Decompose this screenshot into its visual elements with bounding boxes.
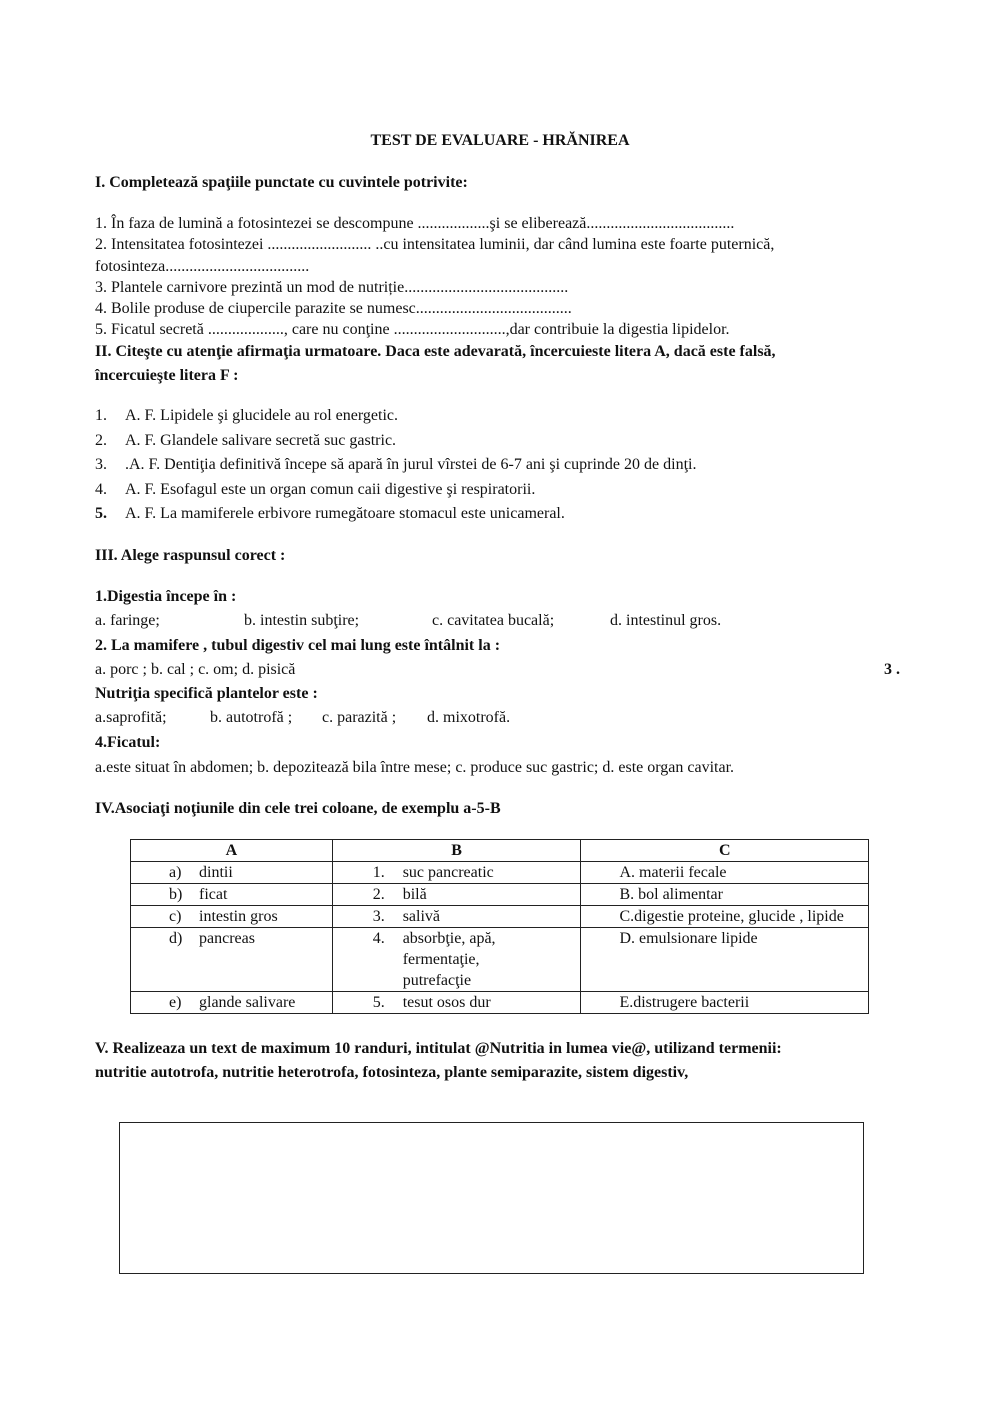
table-row (131, 862, 869, 884)
cell-text: tesut osos dur (402, 994, 491, 1011)
true-false-item (95, 504, 565, 524)
cell-text: intestin gros (199, 908, 278, 925)
table-row (131, 884, 869, 906)
row-label: 5. (372, 994, 385, 1011)
row-label: d) (169, 930, 183, 947)
q3-option-c: c. parazită ; (322, 709, 397, 726)
cell-text: glande salivare (199, 994, 296, 1011)
cell-text: pancreas (199, 930, 255, 947)
cell-text: suc pancreatic (402, 864, 494, 881)
cell-text: ficat (199, 886, 228, 903)
item-text: A. F. La mamiferele erbivore rumegătoare stomacul este unicameral. (125, 505, 565, 522)
cell-c: B. bol alimentar (581, 884, 869, 906)
cell-b (332, 992, 581, 1014)
q1-option-a: a. faringe; (95, 612, 160, 629)
item-number: 2. (95, 432, 107, 449)
table-row (131, 906, 869, 928)
section1-line-3: 3. Plantele carnivore prezintă un mod de nutriție......................................... (95, 279, 569, 296)
section1-line-2b: fotosinteza.................................... (95, 258, 310, 275)
table-header-row (131, 840, 869, 862)
row-label: 4. (372, 930, 385, 947)
question-3: Nutriţia specifică plantelor este : (95, 685, 318, 702)
question-4: 4.Ficatul: (95, 734, 161, 751)
cell-text: dintii (199, 864, 233, 881)
q4-options: a.este situat în abdomen; b. depozitează bila între mese; c. produce suc gastric; d. este organ cavitar. (95, 759, 735, 776)
page-title: TEST DE EVALUARE - HRĂNIREA (370, 132, 630, 149)
cell-a (131, 992, 333, 1014)
q2-options: a. porc ; b. cal ; c. om; d. pisică (95, 661, 296, 678)
cell-text: salivă (402, 908, 441, 925)
cell-a (131, 928, 333, 992)
item-number: 1. (95, 407, 107, 424)
section5-instruction-line1: V. Realizeaza un text de maximum 10 randuri, intitulat @Nutritia in lumea vie@, utilizand termenii: (95, 1040, 782, 1057)
q3-option-a: a.saprofită; (95, 709, 167, 726)
cell-b (332, 906, 581, 928)
q1-option-c: c. cavitatea bucală; (432, 612, 555, 629)
cell-c: D. emulsionare lipide (581, 928, 869, 992)
row-label: b) (169, 886, 183, 903)
row-label: c) (169, 908, 182, 925)
question-2: 2. La mamifere , tubul digestiv cel mai lung este întâlnit la : (95, 637, 501, 654)
row-label: 1. (372, 864, 385, 881)
section2-heading-line1: II. Citeşte cu atenţie afirmaţia urmatoare. Daca este adevarată, încercuieste litera A, dacă este falsă, (95, 343, 776, 360)
cell-b (332, 862, 581, 884)
row-label: e) (169, 994, 182, 1011)
item-text: .A. F. Dentiţia definitivă începe să apară în jurul vîrstei de 6-7 ani şi cuprinde 20 de dinţi. (125, 456, 697, 473)
q3-option-b: b. autotrofă ; (210, 709, 293, 726)
cell-a (131, 862, 333, 884)
table-row (131, 928, 869, 992)
section3-heading: III. Alege raspunsul corect : (95, 547, 286, 564)
question-1: 1.Digestia începe în : (95, 588, 237, 605)
section5-instruction-line2: nutritie autotrofa, nutritie heterotrofa, fotosinteza, plante semiparazite, sistem digestiv, (95, 1064, 689, 1081)
cell-b (332, 928, 581, 992)
section1-line-2: 2. Intensitatea fotosintezei .......................... ..cu intensitatea luminii, dar când lumina este foarte puternică, (95, 236, 775, 253)
section1-line-5: 5. Ficatul secretă ..................., care nu conţine ............................,dar contribuie la digestia lipidelor. (95, 321, 730, 338)
item-number: 5. (95, 505, 107, 522)
q1-option-b: b. intestin subţire; (244, 612, 360, 629)
cell-c: A. materii fecale (581, 862, 869, 884)
section1-line-1: 1. În faza de lumină a fotosintezei se descompune ..................şi se eliberează..................................... (95, 215, 735, 232)
row-label: a) (169, 864, 182, 881)
section2-heading-line2: încercuieşte litera F : (95, 367, 239, 384)
cell-text: absorbţie, apă, fermentaţie, putrefacţie (402, 930, 496, 989)
cell-text: bilă (402, 886, 427, 903)
item-number: 3. (95, 456, 107, 473)
item-text: A. F. Lipidele şi glucidele au rol energetic. (125, 407, 399, 424)
true-false-item (95, 480, 535, 500)
true-false-item (95, 431, 396, 451)
q1-option-d: d. intestinul gros. (610, 612, 722, 629)
section4-heading: IV.Asociaţi noţiunile din cele trei coloane, de exemplu a-5-B (95, 800, 501, 817)
table-row (131, 992, 869, 1014)
cell-a (131, 906, 333, 928)
item-number: 4. (95, 481, 107, 498)
true-false-item (95, 455, 696, 475)
cell-a (131, 884, 333, 906)
answer-text-box[interactable] (119, 1122, 864, 1274)
column-header-c: C (581, 840, 869, 862)
question-3-number: 3 . (884, 661, 900, 678)
association-table (130, 839, 869, 1014)
true-false-item (95, 406, 398, 426)
cell-b (332, 884, 581, 906)
column-header-a: A (131, 840, 333, 862)
column-header-b: B (332, 840, 581, 862)
cell-c: C.digestie proteine, glucide , lipide (581, 906, 869, 928)
section1-line-4: 4. Bolile produse de ciupercile parazite se numesc....................................... (95, 300, 572, 317)
row-label: 2. (372, 886, 385, 903)
cell-c: E.distrugere bacterii (581, 992, 869, 1014)
item-text: A. F. Esofagul este un organ comun caii digestive şi respiratorii. (125, 481, 536, 498)
item-text: A. F. Glandele salivare secretă suc gastric. (125, 432, 397, 449)
q3-option-d: d. mixotrofă. (427, 709, 511, 726)
section1-heading: I. Completează spaţiile punctate cu cuvintele potrivite: (95, 174, 468, 191)
row-label: 3. (372, 908, 385, 925)
